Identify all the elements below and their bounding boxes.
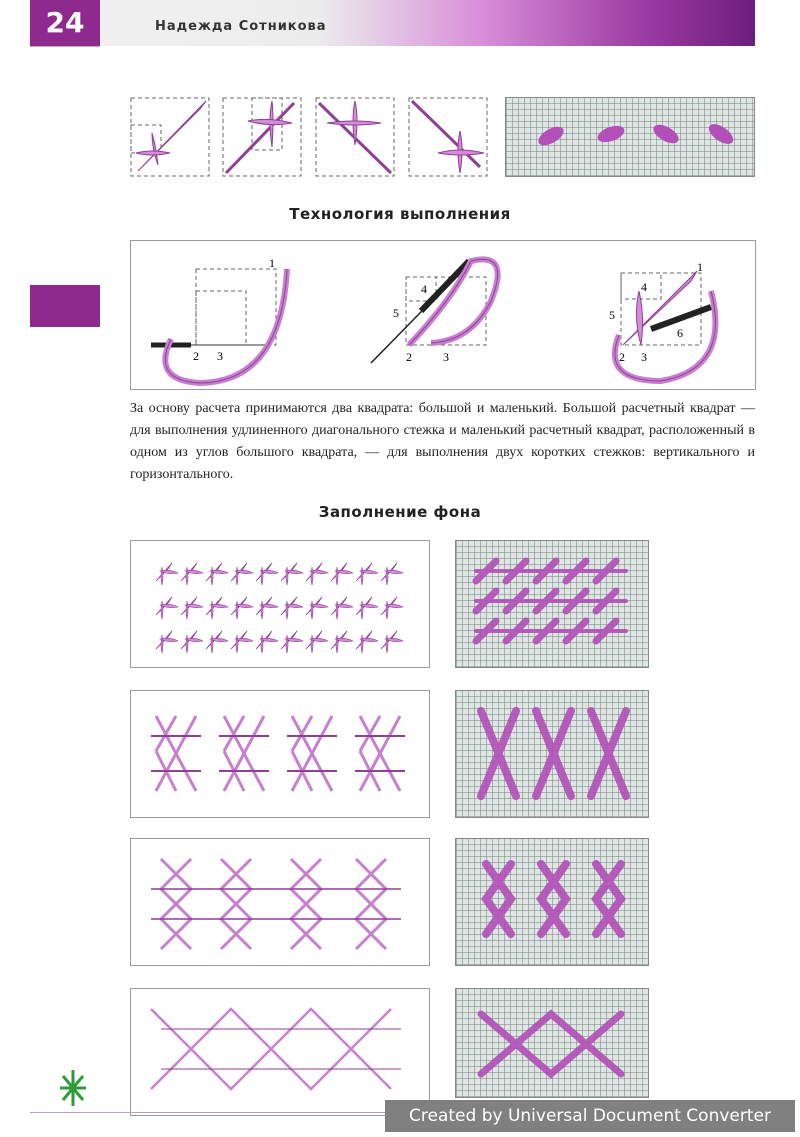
- technology-title: Технология выполнения: [289, 205, 511, 223]
- page-number: 24: [45, 6, 85, 39]
- page-number-box: [30, 0, 100, 46]
- side-marker: [30, 285, 100, 327]
- svg-text:2: 2: [619, 350, 625, 364]
- svg-text:1: 1: [697, 260, 703, 274]
- description-text: За основу расчета принимаются два квадрата: большой и маленький. Большой расчетный квадрат — для выполнения удлиненного диагонального стежка и маленький расчетный квадрат, расположенный в одном из углов большого квадрата, — для выполнения двух коротких стежков: вертикального и горизонтального.: [130, 401, 755, 482]
- svg-text:3: 3: [641, 350, 647, 364]
- technology-step-2: [371, 259, 498, 364]
- svg-text:4: 4: [421, 282, 427, 296]
- svg-text:3: 3: [217, 349, 223, 363]
- pattern-svg-1: [131, 541, 429, 667]
- technology-diagram: [130, 240, 756, 390]
- pattern-diagram-4: [130, 988, 430, 1116]
- step-diagram-3: [315, 97, 395, 177]
- svg-text:6: 6: [677, 326, 683, 340]
- svg-text:4: 4: [641, 280, 647, 294]
- pattern-svg-4: [131, 989, 429, 1115]
- technology-step-1: [151, 256, 287, 383]
- star-logo-icon: [58, 1068, 88, 1108]
- left-rule: [30, 46, 100, 47]
- svg-text:1: 1: [269, 256, 275, 270]
- fabric-sample-2: [455, 690, 649, 818]
- step-diagram-4: [408, 97, 488, 177]
- background-fill-title: Заполнение фона: [318, 503, 482, 521]
- svg-text:5: 5: [609, 308, 615, 322]
- pattern-diagram-3: [130, 838, 430, 966]
- author-name: Надежда Сотникова: [155, 19, 327, 34]
- svg-text:5: 5: [393, 306, 399, 320]
- step-diagram-2: [222, 97, 302, 177]
- technology-step-3: [609, 260, 715, 381]
- pattern-diagram-2: [130, 690, 430, 818]
- fabric-sample-1: [455, 540, 649, 668]
- header-bar: [30, 0, 755, 46]
- fabric-sample-4: [455, 988, 649, 1098]
- pattern-svg-2: [131, 691, 429, 817]
- svg-text:2: 2: [193, 349, 199, 363]
- fabric-sample-3: [455, 838, 649, 966]
- svg-text:3: 3: [443, 350, 449, 364]
- watermark: Created by Universal Document Converter: [385, 1100, 795, 1132]
- pattern-diagram-1: [130, 540, 430, 668]
- svg-text:2: 2: [406, 350, 412, 364]
- step-diagram-1: [130, 97, 210, 177]
- fabric-sample-top: [505, 97, 755, 177]
- pattern-svg-3: [131, 839, 429, 965]
